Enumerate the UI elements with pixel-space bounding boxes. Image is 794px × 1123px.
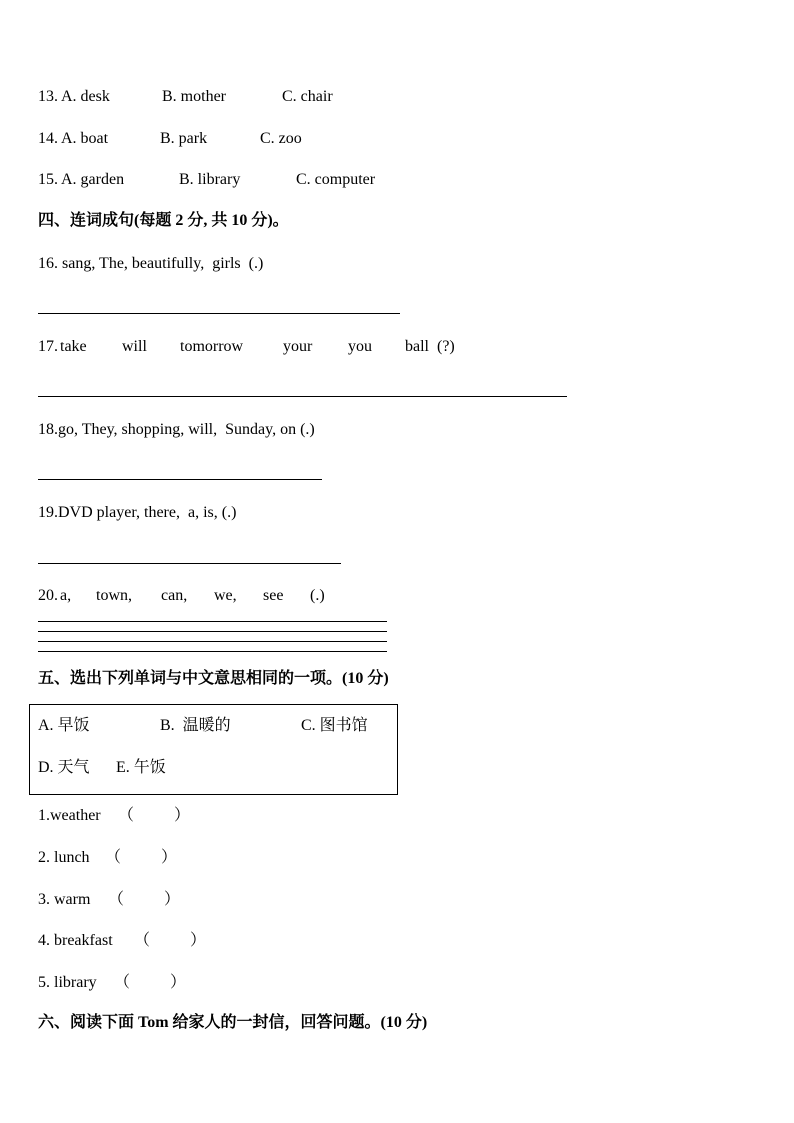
q17-word: will [122,338,147,355]
answer-line-20a[interactable] [38,621,387,622]
question-13-number: 13. [38,88,58,105]
q14-option-b: B. park [160,130,208,147]
q13-option-a: A. desk [61,88,110,105]
answer-blank-4[interactable]: （ ） [134,932,207,949]
match-item-3: 3. warm [38,891,91,908]
answer-blank-2[interactable]: （ ） [105,849,178,866]
answer-line-20b[interactable] [38,631,387,632]
q13-option-c: C. chair [282,88,333,105]
match-item-2: 2. lunch [38,849,90,866]
answer-line-20c[interactable] [38,641,387,642]
q17-word: ball (?) [405,338,455,355]
q15-option-c: C. computer [296,171,376,188]
q20-word: town, [96,587,132,604]
question-20-number: 20. [38,587,58,604]
box-option-d: D. 天气 [38,759,90,776]
q17-word: your [283,338,313,355]
q15-option-a: A. garden [61,171,125,188]
answer-blank-3[interactable]: （ ） [108,891,181,908]
q20-word: (.) [310,587,325,604]
section-5-heading: 五、选出下列单词与中文意思相同的一项。(10 分) [38,670,389,687]
answer-blank-1[interactable]: （ ） [118,807,191,824]
q14-option-a: A. boat [61,130,109,147]
answer-line-17[interactable] [38,396,567,397]
q15-option-b: B. library [179,171,241,188]
question-14-number: 14. [38,130,58,147]
answer-line-18[interactable] [38,479,322,480]
q20-word: see [263,587,284,604]
match-item-4: 4. breakfast [38,932,113,949]
answer-line-20d[interactable] [38,651,387,652]
q17-word: tomorrow [180,338,244,355]
q20-word: we, [214,587,237,604]
section-6-heading: 六、阅读下面 Tom 给家人的一封信，回答问题。(10 分) [38,1014,428,1031]
box-option-b: B. 温暖的 [160,717,231,734]
match-item-5: 5. library [38,974,97,991]
question-16: 16. sang, The, beautifully, girls (.) [38,255,264,272]
q17-word: you [348,338,372,355]
q14-option-c: C. zoo [260,130,302,147]
q20-word: can, [161,587,188,604]
box-option-a: A. 早饭 [38,717,90,734]
question-17-number: 17. [38,338,58,355]
question-19: 19.DVD player, there, a, is, (.) [38,504,237,521]
q17-word: take [60,338,87,355]
answer-line-16[interactable] [38,313,400,314]
q20-word: a, [60,587,72,604]
match-item-1: 1.weather [38,807,101,824]
answer-line-19[interactable] [38,563,341,564]
q13-option-b: B. mother [162,88,226,105]
question-18: 18.go, They, shopping, will, Sunday, on (.) [38,421,315,438]
box-option-c: C. 图书馆 [301,717,368,734]
section-4-heading: 四、连词成句(每题 2 分, 共 10 分)。 [38,212,289,229]
answer-blank-5[interactable]: （ ） [114,974,187,991]
box-option-e: E. 午饭 [116,759,166,776]
question-15-number: 15. [38,171,58,188]
